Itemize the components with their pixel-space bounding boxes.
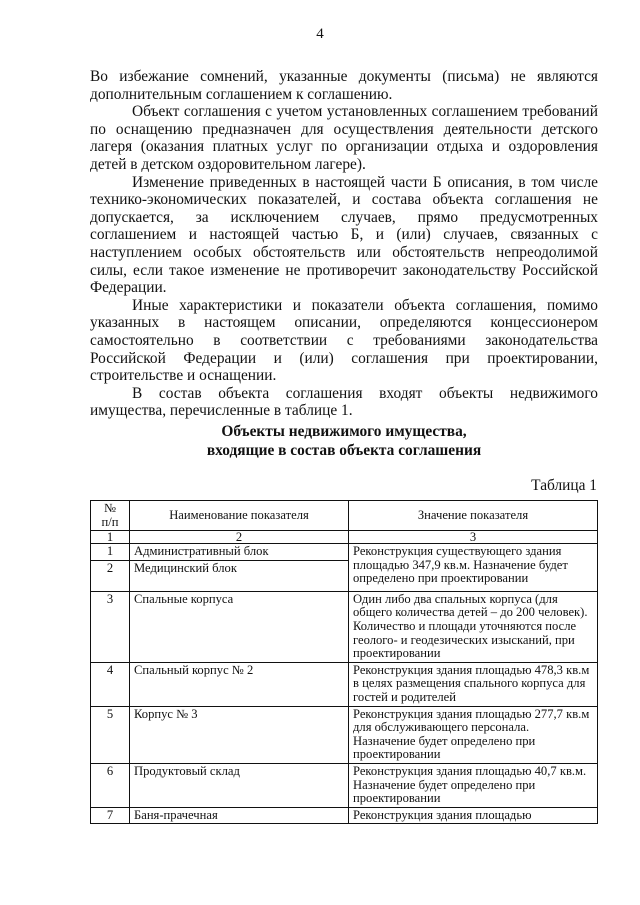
header-value: Значение показателя: [349, 501, 598, 531]
row-name: Корпус № 3: [130, 706, 349, 763]
table-heading-line-2: входящие в состав объекта соглашения: [206, 441, 482, 459]
table-index-row: [91, 531, 598, 544]
row-num: 7: [91, 807, 130, 824]
header-num-line-2: п/п: [101, 514, 119, 529]
row-num: 4: [91, 662, 130, 706]
table-heading: [90, 423, 598, 460]
paragraph-3: Изменение приведенных в настоящей части Б описания, в том числе технико-экономических показателей, и состава объекта соглашения не допускается, за исключением случаев, прямо предусмотренных соглашением и настоящей частью Б, и (или) случаев, связанных с наступлением особых обстоятельств или обстоятельств непреодолимой силы, если такое изменение не противоречит законодательству Российской Федерации.: [90, 173, 598, 297]
row-value: Реконструкция здания площадью 478,3 кв.м в целях размещения спального корпуса для гостей и родителей: [349, 662, 598, 706]
row-name: Спальный корпус № 2: [130, 662, 349, 706]
table-row: [91, 544, 598, 561]
row-num: 5: [91, 706, 130, 763]
table-row: [91, 706, 598, 763]
paragraph-4: Иные характеристики и показатели объекта соглашения, помимо указанных в настоящем описании, определяются концессионером самостоятельно в соответствии с требованиями законодательства Российской Федерации и (или) соглашения при проектировании, строительстве и оснащении.: [90, 296, 598, 385]
index-cell: 2: [130, 531, 349, 544]
table-heading-line-1: Объекты недвижимого имущества,: [221, 423, 467, 440]
page-number: 4: [316, 26, 324, 42]
paragraph-5: В состав объекта соглашения входят объекты недвижимого имущества, перечисленные в таблице 1.: [90, 384, 598, 420]
row-num: 1: [91, 544, 130, 561]
row-name: Административный блок: [130, 544, 349, 561]
body-text: [90, 68, 598, 420]
row-name: Спальные корпуса: [130, 591, 349, 662]
row-num: 6: [91, 763, 130, 807]
properties-table: [90, 500, 598, 824]
index-cell: 3: [349, 531, 598, 544]
paragraph-2: Объект соглашения с учетом установленных соглашением требований по оснащению предназначен для осуществления деятельности детского лагеря (оказания платных услуг по организации отдыха и оздоровления детей в детском оздоровительном лагере).: [90, 103, 598, 173]
table-row: [91, 763, 598, 807]
row-value: Реконструкция здания площадью 40,7 кв.м. Назначение будет определено при проектировании: [349, 763, 598, 807]
row-name: Баня-прачечная: [130, 807, 349, 824]
table-row: [91, 591, 598, 662]
row-name: Медицинский блок: [130, 560, 349, 591]
row-value: Один либо два спальных корпуса (для общего количества детей – до 200 человек). Количество и площади уточняются после геолого- и геодезических изысканий, при проектировании: [349, 591, 598, 662]
header-num: [91, 501, 130, 531]
table-caption: Таблица 1: [531, 477, 597, 494]
paragraph-1: Во избежание сомнений, указанные документы (письма) не являются дополнительным соглашением к соглашению.: [90, 68, 598, 103]
index-cell: 1: [91, 531, 130, 544]
row-value: Реконструкция существующего здания площадью 347,9 кв.м. Назначение будет определено при проектировании: [349, 544, 598, 592]
header-num-line-1: №: [103, 501, 117, 515]
row-value: Реконструкция здания площадью 277,7 кв.м для обслуживающего персонала. Назначение будет определено при проектировании: [349, 706, 598, 763]
table-row: [91, 807, 598, 824]
row-num: 3: [91, 591, 130, 662]
row-value: Реконструкция здания площадью: [349, 807, 598, 824]
table-header-row: [91, 501, 598, 531]
row-name: Продуктовый склад: [130, 763, 349, 807]
header-name: Наименование показателя: [130, 501, 349, 531]
row-num: 2: [91, 560, 130, 591]
table-row: [91, 662, 598, 706]
